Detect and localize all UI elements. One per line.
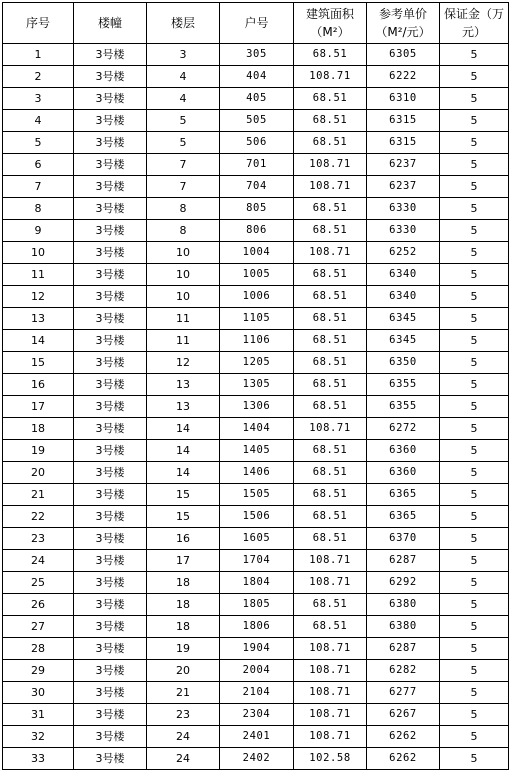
cell-building: 3号楼	[74, 154, 147, 176]
table-row	[3, 308, 509, 330]
cell-deposit: 5	[440, 154, 509, 176]
cell-deposit: 5	[440, 264, 509, 286]
cell-floor: 13	[147, 374, 220, 396]
cell-serial-no: 21	[3, 484, 74, 506]
cell-unit-no: 1306	[220, 396, 294, 418]
cell-serial-no: 30	[3, 682, 74, 704]
cell-floor: 7	[147, 176, 220, 198]
cell-building: 3号楼	[74, 132, 147, 154]
cell-unit-no: 701	[220, 154, 294, 176]
cell-floor-area: 108.71	[294, 176, 367, 198]
cell-reference-price: 6287	[367, 550, 440, 572]
table-row	[3, 616, 509, 638]
header-row	[3, 3, 509, 44]
cell-floor-area: 68.51	[294, 528, 367, 550]
table-row	[3, 198, 509, 220]
cell-deposit: 5	[440, 110, 509, 132]
cell-building: 3号楼	[74, 198, 147, 220]
cell-floor-area: 68.51	[294, 396, 367, 418]
header-label-line: 楼层	[170, 16, 195, 30]
header-label-line: 楼幢	[97, 16, 122, 30]
cell-deposit: 5	[440, 198, 509, 220]
cell-floor: 10	[147, 242, 220, 264]
cell-floor: 16	[147, 528, 220, 550]
cell-serial-no: 32	[3, 726, 74, 748]
cell-deposit: 5	[440, 132, 509, 154]
cell-deposit: 5	[440, 528, 509, 550]
table-row	[3, 66, 509, 88]
cell-building: 3号楼	[74, 572, 147, 594]
cell-reference-price: 6277	[367, 682, 440, 704]
cell-unit-no: 404	[220, 66, 294, 88]
cell-reference-price: 6282	[367, 660, 440, 682]
cell-unit-no: 1004	[220, 242, 294, 264]
cell-unit-no: 1105	[220, 308, 294, 330]
cell-unit-no: 1205	[220, 352, 294, 374]
cell-deposit: 5	[440, 682, 509, 704]
header-deposit	[440, 3, 509, 44]
cell-deposit: 5	[440, 638, 509, 660]
cell-floor-area: 102.58	[294, 748, 367, 770]
cell-serial-no: 1	[3, 44, 74, 66]
table-row	[3, 44, 509, 66]
cell-deposit: 5	[440, 374, 509, 396]
listing-sheet	[2, 2, 509, 770]
cell-floor-area: 68.51	[294, 352, 367, 374]
cell-reference-price: 6315	[367, 132, 440, 154]
cell-reference-price: 6262	[367, 726, 440, 748]
cell-serial-no: 31	[3, 704, 74, 726]
cell-building: 3号楼	[74, 88, 147, 110]
cell-floor: 24	[147, 748, 220, 770]
cell-floor: 4	[147, 66, 220, 88]
cell-reference-price: 6345	[367, 330, 440, 352]
cell-floor: 18	[147, 572, 220, 594]
cell-floor: 5	[147, 110, 220, 132]
table-row	[3, 462, 509, 484]
cell-serial-no: 22	[3, 506, 74, 528]
cell-reference-price: 6292	[367, 572, 440, 594]
table-row	[3, 594, 509, 616]
table-row	[3, 264, 509, 286]
cell-reference-price: 6370	[367, 528, 440, 550]
cell-reference-price: 6345	[367, 308, 440, 330]
cell-floor: 7	[147, 154, 220, 176]
cell-floor-area: 68.51	[294, 484, 367, 506]
cell-serial-no: 20	[3, 462, 74, 484]
cell-deposit: 5	[440, 660, 509, 682]
cell-floor: 8	[147, 198, 220, 220]
cell-serial-no: 19	[3, 440, 74, 462]
unit-price-table	[2, 2, 509, 770]
cell-serial-no: 33	[3, 748, 74, 770]
cell-floor-area: 68.51	[294, 616, 367, 638]
cell-floor: 15	[147, 506, 220, 528]
cell-reference-price: 6355	[367, 396, 440, 418]
cell-floor-area: 108.71	[294, 704, 367, 726]
cell-deposit: 5	[440, 418, 509, 440]
cell-building: 3号楼	[74, 176, 147, 198]
cell-deposit: 5	[440, 308, 509, 330]
table-row	[3, 682, 509, 704]
cell-building: 3号楼	[74, 506, 147, 528]
cell-deposit: 5	[440, 550, 509, 572]
cell-floor-area: 68.51	[294, 44, 367, 66]
cell-floor-area: 68.51	[294, 132, 367, 154]
cell-floor: 14	[147, 418, 220, 440]
cell-unit-no: 1506	[220, 506, 294, 528]
cell-reference-price: 6360	[367, 462, 440, 484]
cell-deposit: 5	[440, 396, 509, 418]
cell-reference-price: 6305	[367, 44, 440, 66]
cell-serial-no: 23	[3, 528, 74, 550]
header-label-line: （M²）	[310, 25, 350, 39]
cell-serial-no: 16	[3, 374, 74, 396]
cell-serial-no: 25	[3, 572, 74, 594]
cell-unit-no: 1106	[220, 330, 294, 352]
cell-deposit: 5	[440, 352, 509, 374]
table-row	[3, 748, 509, 770]
cell-building: 3号楼	[74, 308, 147, 330]
table-row	[3, 330, 509, 352]
cell-unit-no: 2304	[220, 704, 294, 726]
cell-serial-no: 28	[3, 638, 74, 660]
cell-building: 3号楼	[74, 374, 147, 396]
cell-reference-price: 6222	[367, 66, 440, 88]
header-label-line: （M²/元）	[375, 25, 431, 39]
cell-reference-price: 6365	[367, 484, 440, 506]
cell-reference-price: 6310	[367, 88, 440, 110]
cell-serial-no: 14	[3, 330, 74, 352]
header-label-line: 户号	[244, 16, 269, 30]
table-row	[3, 660, 509, 682]
cell-floor: 13	[147, 396, 220, 418]
table-row	[3, 726, 509, 748]
cell-floor-area: 68.51	[294, 440, 367, 462]
cell-unit-no: 305	[220, 44, 294, 66]
cell-building: 3号楼	[74, 352, 147, 374]
cell-serial-no: 24	[3, 550, 74, 572]
table-body	[3, 44, 509, 770]
cell-serial-no: 8	[3, 198, 74, 220]
cell-serial-no: 26	[3, 594, 74, 616]
cell-unit-no: 2401	[220, 726, 294, 748]
cell-floor-area: 108.71	[294, 550, 367, 572]
cell-floor-area: 68.51	[294, 110, 367, 132]
cell-deposit: 5	[440, 220, 509, 242]
cell-reference-price: 6355	[367, 374, 440, 396]
cell-floor: 15	[147, 484, 220, 506]
cell-floor-area: 108.71	[294, 242, 367, 264]
cell-serial-no: 6	[3, 154, 74, 176]
cell-deposit: 5	[440, 704, 509, 726]
table-row	[3, 88, 509, 110]
cell-floor: 11	[147, 308, 220, 330]
cell-building: 3号楼	[74, 66, 147, 88]
cell-deposit: 5	[440, 286, 509, 308]
cell-reference-price: 6330	[367, 198, 440, 220]
cell-building: 3号楼	[74, 462, 147, 484]
cell-floor-area: 108.71	[294, 66, 367, 88]
cell-reference-price: 6360	[367, 440, 440, 462]
cell-building: 3号楼	[74, 616, 147, 638]
cell-serial-no: 10	[3, 242, 74, 264]
cell-floor-area: 68.51	[294, 594, 367, 616]
cell-floor: 3	[147, 44, 220, 66]
header-building	[74, 3, 147, 44]
cell-unit-no: 1805	[220, 594, 294, 616]
table-row	[3, 550, 509, 572]
cell-serial-no: 3	[3, 88, 74, 110]
cell-floor-area: 108.71	[294, 418, 367, 440]
cell-reference-price: 6365	[367, 506, 440, 528]
cell-serial-no: 5	[3, 132, 74, 154]
cell-building: 3号楼	[74, 528, 147, 550]
cell-building: 3号楼	[74, 264, 147, 286]
cell-reference-price: 6272	[367, 418, 440, 440]
cell-serial-no: 2	[3, 66, 74, 88]
table-row	[3, 110, 509, 132]
cell-floor-area: 68.51	[294, 286, 367, 308]
cell-deposit: 5	[440, 506, 509, 528]
table-row	[3, 242, 509, 264]
cell-floor-area: 108.71	[294, 660, 367, 682]
table-row	[3, 506, 509, 528]
table-row	[3, 638, 509, 660]
cell-floor: 10	[147, 264, 220, 286]
cell-unit-no: 1904	[220, 638, 294, 660]
cell-deposit: 5	[440, 748, 509, 770]
cell-building: 3号楼	[74, 638, 147, 660]
cell-deposit: 5	[440, 440, 509, 462]
cell-deposit: 5	[440, 66, 509, 88]
cell-deposit: 5	[440, 44, 509, 66]
cell-building: 3号楼	[74, 484, 147, 506]
cell-serial-no: 7	[3, 176, 74, 198]
header-reference-price	[367, 3, 440, 44]
cell-floor-area: 68.51	[294, 220, 367, 242]
cell-deposit: 5	[440, 330, 509, 352]
cell-building: 3号楼	[74, 748, 147, 770]
cell-floor-area: 68.51	[294, 264, 367, 286]
cell-unit-no: 2402	[220, 748, 294, 770]
cell-floor: 18	[147, 594, 220, 616]
cell-reference-price: 6350	[367, 352, 440, 374]
cell-floor-area: 108.71	[294, 638, 367, 660]
cell-floor: 10	[147, 286, 220, 308]
table-row	[3, 484, 509, 506]
cell-deposit: 5	[440, 176, 509, 198]
table-row	[3, 132, 509, 154]
table-row	[3, 352, 509, 374]
header-serial-no	[3, 3, 74, 44]
cell-unit-no: 1804	[220, 572, 294, 594]
cell-serial-no: 11	[3, 264, 74, 286]
cell-floor-area: 68.51	[294, 330, 367, 352]
cell-reference-price: 6267	[367, 704, 440, 726]
cell-deposit: 5	[440, 616, 509, 638]
cell-floor-area: 68.51	[294, 506, 367, 528]
table-row	[3, 572, 509, 594]
header-label-line: 建筑面积	[305, 7, 354, 21]
cell-floor-area: 68.51	[294, 374, 367, 396]
cell-serial-no: 9	[3, 220, 74, 242]
table-row	[3, 704, 509, 726]
cell-reference-price: 6287	[367, 638, 440, 660]
cell-unit-no: 704	[220, 176, 294, 198]
cell-floor: 18	[147, 616, 220, 638]
cell-serial-no: 18	[3, 418, 74, 440]
cell-serial-no: 12	[3, 286, 74, 308]
cell-reference-price: 6237	[367, 176, 440, 198]
cell-floor-area: 68.51	[294, 462, 367, 484]
cell-unit-no: 505	[220, 110, 294, 132]
cell-floor: 5	[147, 132, 220, 154]
cell-building: 3号楼	[74, 396, 147, 418]
cell-unit-no: 2104	[220, 682, 294, 704]
table-row	[3, 220, 509, 242]
cell-building: 3号楼	[74, 286, 147, 308]
cell-building: 3号楼	[74, 704, 147, 726]
cell-unit-no: 1605	[220, 528, 294, 550]
cell-unit-no: 806	[220, 220, 294, 242]
cell-floor-area: 68.51	[294, 308, 367, 330]
cell-unit-no: 1505	[220, 484, 294, 506]
cell-deposit: 5	[440, 726, 509, 748]
cell-reference-price: 6330	[367, 220, 440, 242]
table-row	[3, 528, 509, 550]
cell-building: 3号楼	[74, 660, 147, 682]
cell-deposit: 5	[440, 88, 509, 110]
table-row	[3, 440, 509, 462]
cell-deposit: 5	[440, 462, 509, 484]
cell-floor: 4	[147, 88, 220, 110]
table-row	[3, 374, 509, 396]
cell-unit-no: 1006	[220, 286, 294, 308]
table-row	[3, 396, 509, 418]
cell-floor: 23	[147, 704, 220, 726]
header-unit-no	[220, 3, 294, 44]
cell-reference-price: 6340	[367, 286, 440, 308]
cell-unit-no: 506	[220, 132, 294, 154]
header-label-line: 保证金（万	[443, 7, 504, 21]
cell-unit-no: 1404	[220, 418, 294, 440]
header-floor-area	[294, 3, 367, 44]
cell-floor: 12	[147, 352, 220, 374]
cell-serial-no: 4	[3, 110, 74, 132]
cell-floor-area: 108.71	[294, 682, 367, 704]
cell-building: 3号楼	[74, 330, 147, 352]
cell-floor: 24	[147, 726, 220, 748]
cell-unit-no: 1806	[220, 616, 294, 638]
cell-floor: 19	[147, 638, 220, 660]
cell-deposit: 5	[440, 484, 509, 506]
cell-floor: 20	[147, 660, 220, 682]
cell-reference-price: 6315	[367, 110, 440, 132]
header-floor	[147, 3, 220, 44]
cell-building: 3号楼	[74, 242, 147, 264]
cell-floor: 17	[147, 550, 220, 572]
cell-floor-area: 68.51	[294, 88, 367, 110]
cell-unit-no: 1305	[220, 374, 294, 396]
cell-floor: 8	[147, 220, 220, 242]
table-row	[3, 176, 509, 198]
cell-serial-no: 29	[3, 660, 74, 682]
cell-floor-area: 68.51	[294, 198, 367, 220]
cell-floor-area: 108.71	[294, 726, 367, 748]
cell-unit-no: 405	[220, 88, 294, 110]
cell-unit-no: 2004	[220, 660, 294, 682]
table-row	[3, 286, 509, 308]
header-label-line: 元）	[461, 25, 486, 39]
cell-reference-price: 6340	[367, 264, 440, 286]
cell-serial-no: 13	[3, 308, 74, 330]
cell-building: 3号楼	[74, 726, 147, 748]
cell-floor-area: 108.71	[294, 572, 367, 594]
cell-building: 3号楼	[74, 440, 147, 462]
table-row	[3, 418, 509, 440]
cell-serial-no: 15	[3, 352, 74, 374]
cell-unit-no: 1005	[220, 264, 294, 286]
table-header	[3, 3, 509, 44]
cell-building: 3号楼	[74, 594, 147, 616]
cell-deposit: 5	[440, 572, 509, 594]
header-label-line: 参考单价	[378, 7, 427, 21]
cell-serial-no: 27	[3, 616, 74, 638]
cell-building: 3号楼	[74, 550, 147, 572]
cell-floor: 14	[147, 440, 220, 462]
cell-reference-price: 6252	[367, 242, 440, 264]
cell-building: 3号楼	[74, 418, 147, 440]
cell-unit-no: 1406	[220, 462, 294, 484]
cell-unit-no: 1405	[220, 440, 294, 462]
table-row	[3, 154, 509, 176]
header-label-line: 序号	[25, 16, 50, 30]
cell-serial-no: 17	[3, 396, 74, 418]
cell-floor: 11	[147, 330, 220, 352]
cell-deposit: 5	[440, 594, 509, 616]
cell-building: 3号楼	[74, 220, 147, 242]
cell-building: 3号楼	[74, 110, 147, 132]
cell-floor: 14	[147, 462, 220, 484]
cell-floor-area: 108.71	[294, 154, 367, 176]
cell-floor: 21	[147, 682, 220, 704]
cell-reference-price: 6380	[367, 616, 440, 638]
cell-unit-no: 805	[220, 198, 294, 220]
cell-unit-no: 1704	[220, 550, 294, 572]
cell-reference-price: 6380	[367, 594, 440, 616]
cell-building: 3号楼	[74, 44, 147, 66]
cell-reference-price: 6262	[367, 748, 440, 770]
cell-building: 3号楼	[74, 682, 147, 704]
cell-deposit: 5	[440, 242, 509, 264]
cell-reference-price: 6237	[367, 154, 440, 176]
